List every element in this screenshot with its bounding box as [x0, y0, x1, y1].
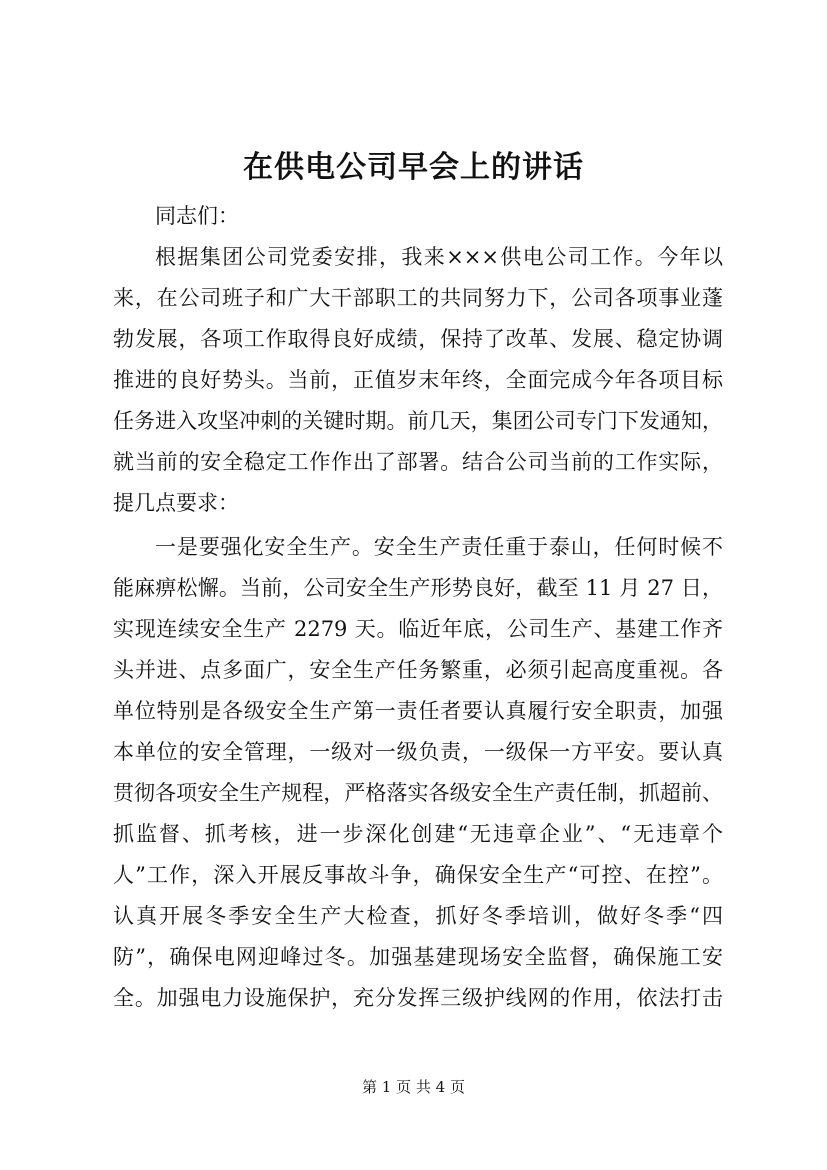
paragraph-2-line-10: 认真开展冬季安全生产大检查，抓好冬季培训，做好冬季“四	[113, 904, 723, 928]
paragraph-2-line-12: 全。加强电力设施保护，充分发挥三级护线网的作用，依法打击	[113, 986, 723, 1010]
paragraph-1-line-7: 提几点要求：	[113, 491, 239, 515]
paragraph-2-line-6: 本单位的安全管理，一级对一级负责，一级保一方平安。要认真	[113, 740, 723, 764]
paragraph-1-line-5: 任务进入攻坚冲刺的关键时期。前几天，集团公司专门下发通知，	[113, 409, 723, 433]
document-title: 在供电公司早会上的讲话	[243, 150, 584, 185]
paragraph-1-line-3: 勃发展，各项工作取得良好成绩，保持了改革、发展、稳定协调	[113, 327, 723, 351]
paragraph-2-line-5: 单位特别是各级安全生产第一责任者要认真履行安全职责，加强	[113, 699, 723, 723]
paragraph-1-line-1: 根据集团公司党委安排，我来×××供电公司工作。今年以	[155, 245, 723, 269]
paragraph-2-line-1: 一是要强化安全生产。安全生产责任重于泰山，任何时候不	[155, 535, 723, 559]
paragraph-2-line-3: 实现连续安全生产 2279 天。临近年底，公司生产、基建工作齐	[113, 617, 723, 641]
paragraph-2-line-11: 防”，确保电网迎峰过冬。加强基建现场安全监督，确保施工安	[113, 945, 723, 969]
paragraph-2-line-7: 贯彻各项安全生产规程，严格落实各级安全生产责任制，抓超前、	[113, 781, 723, 805]
paragraph-2-line-8: 抓监督、抓考核，进一步深化创建“无违章企业”、“无违章个	[113, 822, 723, 846]
paragraph-1-line-6: 就当前的安全稳定工作作出了部署。结合公司当前的工作实际，	[113, 450, 723, 474]
paragraph-2-line-9: 人”工作，深入开展反事故斗争，确保安全生产“可控、在控”。	[113, 863, 723, 887]
paragraph-1-line-2: 来，在公司班子和广大干部职工的共同努力下，公司各项事业蓬	[113, 286, 723, 310]
paragraph-2-line-2: 能麻痹松懈。当前，公司安全生产形势良好，截至 11 月 27 日，	[113, 576, 723, 600]
paragraph-2-line-4: 头并进、点多面广，安全生产任务繁重，必须引起高度重视。各	[113, 658, 723, 682]
page-number-footer: 第 1 页 共 4 页	[362, 1078, 465, 1096]
paragraph-1-line-4: 推进的良好势头。当前，正值岁末年终，全面完成今年各项目标	[113, 368, 723, 392]
salutation: 同志们：	[155, 204, 239, 228]
